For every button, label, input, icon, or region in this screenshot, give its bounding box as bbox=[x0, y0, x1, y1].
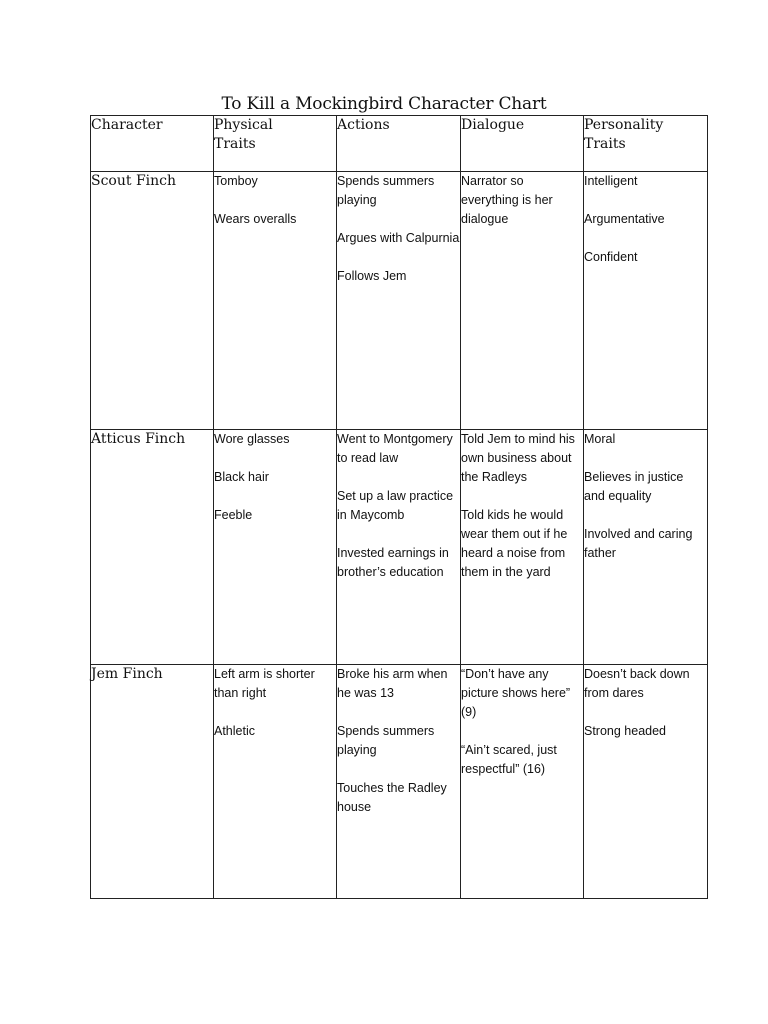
personality-traits-cell: Doesn’t back down from dares Strong headed bbox=[584, 665, 708, 899]
actions-cell: Spends summers playing Argues with Calpurnia Follows Jem bbox=[337, 172, 461, 430]
table-row bbox=[91, 430, 708, 665]
personality-traits-cell: Intelligent Argumentative Confident bbox=[584, 172, 708, 430]
chart-title: To Kill a Mockingbird Character Chart bbox=[221, 94, 547, 114]
character-chart-table bbox=[90, 115, 708, 899]
dialogue-cell: Narrator so everything is her dialogue bbox=[461, 172, 584, 430]
header-physical-traits: Physical Traits bbox=[214, 116, 337, 172]
table-row bbox=[91, 665, 708, 899]
dialogue-cell: “Don’t have any picture shows here” (9) “Ain’t scared, just respectful” (16) bbox=[461, 665, 584, 899]
character-name: Jem Finch bbox=[91, 665, 214, 899]
personality-traits-cell: Moral Believes in justice and equality Involved and caring father bbox=[584, 430, 708, 665]
character-name: Scout Finch bbox=[91, 172, 214, 430]
physical-traits-cell: Tomboy Wears overalls bbox=[214, 172, 337, 430]
header-character: Character bbox=[91, 116, 214, 172]
actions-cell: Went to Montgomery to read law Set up a law practice in Maycomb Invested earnings in brother’s education bbox=[337, 430, 461, 665]
header-personality-traits: Personality Traits bbox=[584, 116, 708, 172]
header-dialogue: Dialogue bbox=[461, 116, 584, 172]
dialogue-cell: Told Jem to mind his own business about the Radleys Told kids he would wear them out if he heard a noise from them in the yard bbox=[461, 430, 584, 665]
table-row bbox=[91, 172, 708, 430]
actions-cell: Broke his arm when he was 13 Spends summers playing Touches the Radley house bbox=[337, 665, 461, 899]
character-name: Atticus Finch bbox=[91, 430, 214, 665]
physical-traits-cell: Wore glasses Black hair Feeble bbox=[214, 430, 337, 665]
header-row bbox=[91, 116, 708, 172]
header-actions: Actions bbox=[337, 116, 461, 172]
physical-traits-cell: Left arm is shorter than right Athletic bbox=[214, 665, 337, 899]
